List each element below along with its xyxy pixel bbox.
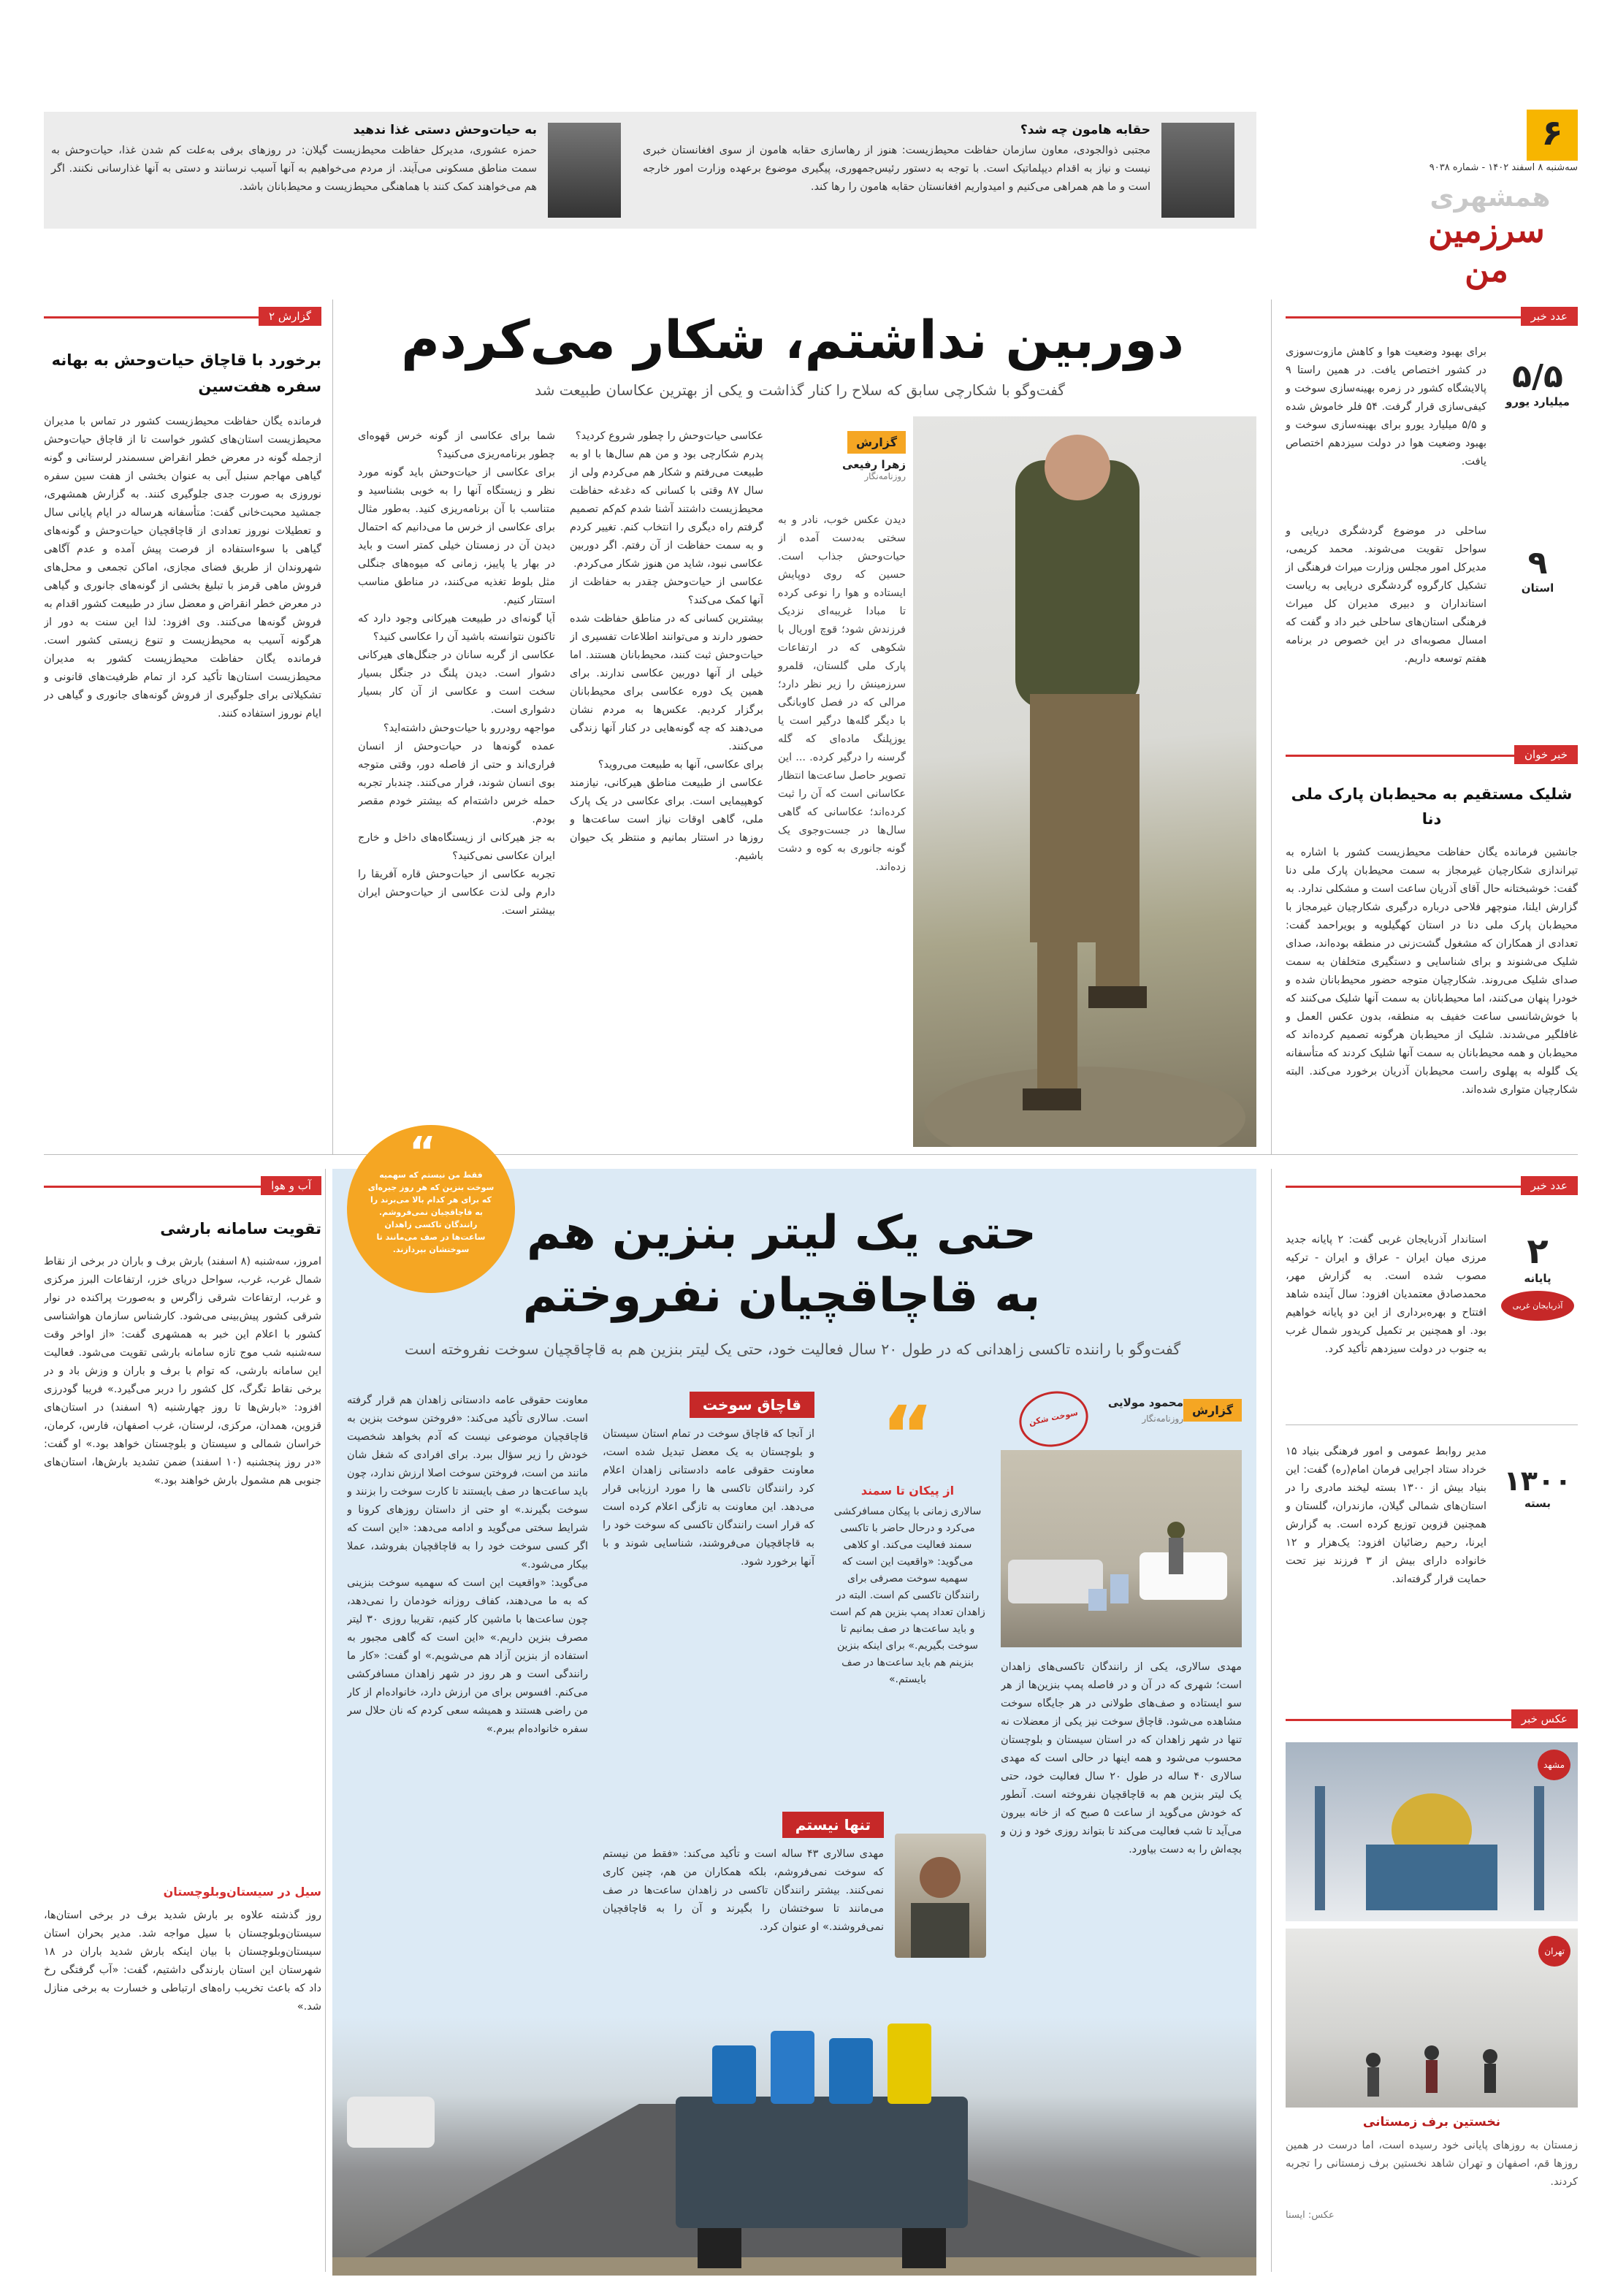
feature-taxi-driver [332,1129,1256,2276]
wildlife-trafficking-story [44,303,321,1151]
photo-title: نخستین برف زمستانی [1362,2115,1501,2129]
quote-mark-icon: “ [881,1389,934,1482]
subsection-title: سیل در سیستان‌وبلوچستان [163,1885,321,1899]
feature-intro: دیدن عکس خوب، نادر و به سختی به‌دست آمده از حیات‌وحش جذاب است. حسین که روی دوپایش ایستاده و هوا را نوعی کرده تا مبادا غریبه‌ای نزدیک فرزندش شود؛ قوچ اوریال با شکوهی که در ارتفاعات پارک ملی گلستان، قلمرو سرزمینش را زیر نظر دارد؛ مرالی که در فصل کاوبانگی با دیگر گله‌ها درگیر است یا یوزپلنگ ماده‌ای که گله گرسنه را درگیر کرده. ... این تصویر حاصل ساعت‌ها انتظار عکاسانی است که آن را ثبت کرده‌اند؛ عکاسانی که گاهی سال‌ها در جست‌وجوی یک گونه جانوری به کوه و دشت زده‌اند. [778,514,906,873]
quote-body: حمزه عشوری، مدیرکل حفاظت محیط‌زیست گیلان: در روزهای برفی به‌علت کم شدن غذا، حیات‌وحش به سمت مناطق مسکونی می‌آیند. از مردم می‌خواهیم به آنها آسیب نرسانند و دستی به آنها غذارسانی نکنند. اگر هم می‌خواهند کمک کنند با هماهنگی محیط‌زیست و محیط‌بانان باشد. [51,145,537,193]
photo-credit: عکس: ایسنا [1286,2210,1335,2221]
story-col-right: مهدی سالاری، یکی از رانندگان تاکسی‌های زاهدان است؛ شهری که در آن و در فاصله پمپ بنزین‌ها از هر سو ایستاده و صف‌های طولانی در هر جایگاه سوخت مشاهده می‌شود. قاچاق سوخت نیز یکی از معضلات نه تنها در شهر زاهدان که در استان سیستان و بلوچستان محسوب می‌شود و همه اینها در حالی است که مهدی سالاری ۴۰ ساله در طول ۲۰ سال فعالیت خود، حتی یک لیتر بنزین هم به قاچاقچیان نفروخته است. آنطور که خودش می‌گوید از ساعت ۵ صبح که از خانه بیرون می‌آید تا شب فعالیت می‌کند تا بتواند روزی خود و زن و بچه‌اش را به دست بیاورد. [1001,1661,1242,1856]
big-number: ۱۳۰۰ [1503,1465,1572,1497]
province-badge: آذربایجان غربی [1501,1291,1574,1321]
hunter-photo [913,416,1256,1147]
author-name: زهرا رفیعی [842,458,906,471]
story-body: امروز، سه‌شنبه (۸ اسفند) بارش برف و باران در برخی از نقاط شمال غرب، غرب، سواحل دریای خزر، ارتفاعات البرز مرکزی و غرب، ارتفاعات شرقی زاگرس و به‌صورت پراکنده در نوار شرقی کشور پیش‌بینی می‌شود. کارشناس سازمان هواشناسی کشور با اعلام این خبر به همشهری گفت: «از اواخر وقت سه‌شنبه شب موج تازه سامانه بارشی تقویت می‌شود. فعالیت این سامانه بارشی، که توام با برف و باران و وزش باد و در برخی نقاط تگرگ، کل کشور را دربر می‌گیرد.» فریبا گودرزی افزود: «بارش‌ها تا روز چهارشنبه (۹ اسفند) در استان‌های قزوین، همدان، مرکزی، لرستان، غرب اصفهان، فارس، کرمان، خراسان شمالی و سیستان و بلوچستان خواهد بود.» او گفت: «در روز پنجشنبه (۱۰ اسفند) ضمن تشدید بارش‌ها، استان‌های جنوبی هم مشمول بارش خواهند بود.» [44,1256,321,1487]
number-text: مدیر روابط عمومی و امور فرهنگی بنیاد ۱۵ خرداد ستاد اجرایی فرمان امام(ره) گفت: این بنیاد بیش از ۱۳۰۰ بسته لیخند مادری را در استان‌های شمالی گیلان، مازندران، گلستان و همچنین قزوین توزیع کرده است. به گزارش ایرنا، رحیم رضائیان افزود: یک‌هزار و ۱۲ خانواده دارای بیش از ۳ فرزند نیز تحت حمایت قرار گرفته‌اند. [1286,1446,1486,1585]
taxi-queue-illustration [1001,1450,1242,1647]
shrine-illustration [1286,1742,1578,1921]
section-tag: خبر خوان [1514,745,1578,764]
section-tag: عکس خبر [1511,1709,1578,1728]
big-number: ۹ [1527,544,1548,581]
snow-photo-tehran [1286,1929,1578,2108]
report-tag: گزارش [847,431,906,454]
subsection-body: روز گذشته علاوه بر بارش شدید برف در برخی استان‌ها، سیستان‌وبلوچستان با سیل مواجه شد. مدیر بحران استان سیستان‌وبلوچستان با بیان اینکه بارش شدید باران در ۱۸ شهرستان این استان بارندگی داشتیم، گفت: «آب گرفتگی رخ داد که باعث تخریب راه‌های ارتباطی و خسارت به برخی منازل شد.» [44,1910,321,2013]
callout-text: فقط من نیستم که سهمیه سوخت بنزین که هر روز جیره‌ای که برای هر کدام بالا می‌برند را به قاچاقچیان نمی‌فروشم. رانندگان تاکسی زاهدان ساعت‌ها در صف می‌مانند تا سوختشان بپردازند. [367,1170,495,1254]
city-badge: تهران [1538,1936,1570,1967]
headline-line-2: به قاچاقچیان نفروختم [522,1269,1041,1323]
headline-line-1: حتی یک لیتر بنزین هم [527,1206,1037,1260]
top-quote-wildlife [44,117,628,226]
subsection-not-alone [603,1812,986,2031]
author-name: محمود مولایی [1107,1396,1183,1409]
issue-date: سه‌شنبه ۸ اسفند ۱۴۰۲ - شماره ۹۰۳۸ [1429,162,1578,173]
story-title: تقویت سامانه بارشی [160,1220,321,1237]
weather-story [44,1172,321,2276]
city-badge: مشهد [1538,1750,1570,1780]
page-number: ۶ [1527,110,1578,161]
report-tag: گزارش [1183,1399,1242,1422]
feature-subhead: گفت‌وگو با راننده تاکسی زاهدانی که در طول ۲۰ سال فعالیت خود، حتی یک لیتر بنزین هم به قاچاقچیان سوخت نفروخته است [404,1340,1181,1358]
subsection-body: مهدی سالاری ۴۳ ساله است و تأکید می‌کند: «فقط من نیستم که سوخت نمی‌فروشم، بلکه همکاران من هم، چنین کاری نمی‌کنند. بیشتر رانندگان تاکسی در زاهدان ساعت‌ها در صف می‌مانند تا سوختشان را بگیرند و آن را به قاچاقچیان نمی‌فروشند.» او عنوان کرد. [603,1848,884,1933]
subsection-smuggling [603,1392,814,1757]
truck-illustration [332,2016,1256,2276]
driver-portrait [895,1834,986,1958]
quote-block [829,1389,986,1801]
feature-headline: دوربین نداشتم، شکار می‌کردم [401,309,1184,370]
top-quote-hamoun [643,117,1234,226]
feature-hunter [343,300,1256,1151]
number-news-2 [1286,1172,1578,1677]
quote-mark-icon: “ [409,1129,436,1176]
story-col-left: معاونت حقوقی عامه دادستانی زاهدان هم قرار گرفته است. سالاری تأکید می‌کند: «فروختن سوخت بنزین به قاچاقچیان موضوعی نیست که آدم بخواهد شخصیت خودش را زیر سؤال ببرد. برای افرادی که شغل شان مانند من است، فروختن سوخت اصلا ارزش ندارد، چون باید ساعت‌ها در صف بایستند تا کارت سوخت را بزنند و سوخت بگیرند.» او حتی از داستان روزهای کرونا و شرایط سختی می‌گوید و ادامه می‌دهد: «این است که اگر کسی سوخت خود را به قاچاقچیان بفروشد، عملا بیکار می‌شود.» می‌گوید: «واقعیت این است که سهمیه سوخت بنزینی که به ما می‌دهند، کفاف روزانه خودمان را نمی‌دهد، چون ساعت‌ها با ماشین کار کنیم، تقریبا روزی ۳۰ لیتر مصرف بنزین داریم.» «این است که گاهی مجبور به استفاده از بنزین آزاد هم می‌شویم.» او گفت: «کار ما رانندگی است و هر روز در شهر زاهدان مسافرکشی می‌کنم. افسوس برای من ارزش دارد، خانواده‌ام از کار من راضی هستند و همیشه سعی کردم که نان حلال سر سفره خانواده‌ام ببرم.» [347,1395,588,1735]
photo-news [1286,1706,1578,2283]
number-unit: بسته [1524,1497,1551,1510]
author-role: روزنامه‌نگار [864,471,906,481]
snow-photo-mashhad [1286,1742,1578,1921]
feature-subhead: گفت‌وگو با شکارچی سابق که سلاح را کنار گذاشت و یکی از بهترین عکاسان طبیعت شد [535,381,1065,399]
number-unit: میلیارد یورو [1505,395,1570,408]
number-news-1 [1286,303,1578,741]
news-body: جانشین فرمانده یگان حفاظت محیط‌زیست کشور با اشاره به تیراندازی شکارچیان غیرمجاز به سمت محیط‌بان پارک ملی دنا گفت: خوشبختانه حال آقای آذریان ساعت است و مشکلی ندارد. به گزارش ایلنا، منوچهر فلاحی درباره درگیری شکارچیان غیرمجاز با محیط‌بان پارک ملی دنا در استان کهگیلویه و بویراحمد گفت: تعدادی از همکاران که مشغول گشت‌زنی در منطقه بوده‌اند، صدای شلیک می‌شنوند و برای شناسایی و دستگیری متخلفان به سمت صدای شلیک می‌روند. شکارچیان متوجه حضور محیط‌بانان شده و خودرا پنهان می‌کنند، اما محیط‌بانان به سمت آنها شلیک می‌کنند که با خوش‌شانسی ساعت خفیف به منطقه، بدون عکس العمل و غافلگیر می‌شدند. شلیک از محیط‌بان هرگونه تصمیم کرده‌اند که محیط‌بان و همه محیط‌بانان به سمت آنها شلیک کردند که متأسفانه یک گلوله به پهلوی راست محیط‌بان آذریان برخورد می‌کند. البته شکارچیان متواری شده‌اند. [1286,847,1578,1096]
big-number: ۵/۵ [1512,358,1563,395]
big-number: ۲ [1527,1231,1549,1272]
snow-street-illustration [1286,1929,1578,2108]
photo-caption: زمستان به روزهای پایانی خود رسیده است، اما درست در همین روزها قم، اصفهان و تهران شاهد نخستین برف زمستانی را تجربه کردند. [1286,2140,1578,2188]
callout-circle [347,1125,515,1293]
quote-title: حقابه هامون چه شد؟ [1020,123,1150,137]
quote-body: مجتبی ذوالجودی، معاون سازمان حفاظت محیط‌زیست: هنوز از رهاسازی حقابه هامون از سوی افغانستان خبری نیست و نیاز به اقدام دیپلماتیک است. با توجه به دستور رئیس‌جمهوری، پیگیری موضوع برعهده وزارت امور خارجه است و ما هم همراهی می‌کنیم و امیدواریم افغانستان حقابه هامون را رها کند. [643,145,1150,193]
story-title: برخورد با قاچاق حیات‌وحش به بهانه سفره هفت‌سین [51,351,321,395]
portrait-photo [548,123,621,218]
section-tag: عدد خبر [1521,307,1578,326]
masthead [1402,110,1578,289]
subsection-body: از آنجا که قاچاق سوخت در تمام استان سیستان و بلوچستان به یک معضل تبدیل شده است، معاونت حقوقی عامه دادستانی زاهدان اعلام کرد رانندگان تاکسی ها را مورد ارزیابی قرار می‌دهد. این معاونت به تازگی اعلام کرده است که قرار است رانندگان تاکسی که سوخت خود را به قاچاقچیان می‌فروشند، شناسایی شوند و با آنها برخورد شود. [603,1428,814,1568]
feature-column-a: عکاسی حیات‌وحش را چطور شروع کردید؟ پدرم شکارچی بود و من هم سال‌ها با او به طبیعت می‌رفتم و شکار هم می‌کردم ولی از سال ۸۷ وقتی با کسانی که دغدغه حفاظت محیط‌زیست داشتند آشنا شدم کم‌کم تصمیم گرفتم راه دیگری را انتخاب کنم. تغییر کردم و به سمت حفاظت از آن رفتم. اگر دوربین عکاسی نبود، شاید من هنوز شکار می‌کردم. عکاسی از حیات‌وحش چقدر به حفاظت از آنها کمک می‌کند؟ بیشترین کسانی که در مناطق حفاظت شده حضور دارند و می‌توانند اطلاعات تفسیری از حیات‌وحش ثبت کنند، محیط‌بانان هستند. اما خیلی از آنها دوربین عکاسی ندارند. برای همین یک دوره عکاسی برای محیط‌بانان برگزار کردیم. عکس‌ها به مردم نشان می‌دهند که چه گونه‌هایی در کنار آنها زندگی می‌کنند. برای عکاسی، آنها به طبیعت می‌روید؟ عکاسی از طبیعت مناطق هیرکانی، نیازمند کوهپیمایی است. برای عکاسی در یک پارک ملی، گاهی اوقات نیاز است ساعت‌ها و روزها در استتار بمانیم و منتظر یک حیوان باشیم. [570,430,763,862]
hunter-figure [913,416,1256,1147]
subsection-title: قاچاق سوخت [690,1392,814,1418]
quote-title: به حیات‌وحش دستی غذا ندهید [353,123,537,137]
news-dena [1286,741,1578,1151]
number-unit: پایانه [1524,1272,1551,1285]
section-tag: عدد خبر [1521,1176,1578,1195]
stamp: سوخت شکن [1014,1385,1093,1453]
story-body: فرمانده یگان حفاظت محیط‌زیست کشور در تماس با مدیران محیط‌زیست استان‌های کشور خواست تا از قاچاق حیات‌وحش ازجمله گونه در معرض خطر انقراض سسمندر لرستانی و گونه گیاهی مهاجم سنبل آبی به عنوان بخشی از هفت سین سفره نوروزی به صورت جدی جلوگیری کنند. به گزارش همشهری، جمشید محبت‌خانی گفت: متأسفانه هرساله در ایام پایانی سال و تعطیلات نوروز تعدادی از قاچاقچیان حیات‌وحش و گونه‌های گیاهی با سوءاستفاده از فرصت پیش آمده و عدم آگاهی شهروندان از طریق فضای مجازی، اماکن تجمعی و محل‌های فروش ماهی قرمز با تبلیغ بخشی از گونه‌های جانوری و گیاهی در معرض خطر انقراض و معضل ساز در طبیعت کشور اقدام به فروش گونه‌ها می‌کنند. وی افزود: لذا این سنت به دور از هرگونه آسیب به محیط‌زیست و تنوع زیستی کشور است. فرمانده یگان حفاظت محیط‌زیست کشور به مدیران محیط‌زیست استان‌ها تأکید کرد از تمام ظرفیت‌های قانونی و تشکیلاتی برای جلوگیری از فروش گونه‌های جانوری و گیاهی در ایام نوروز استفاده کنند. [44,416,321,720]
report-badge [796,431,906,481]
logo: سرزمین من [1428,210,1545,289]
news-title: شلیک مستقیم به محیط‌بان پارک ملی دنا [1291,785,1573,828]
number-unit: استان [1521,581,1554,595]
quote-body: سالاری زمانی با پیکان مسافرکشی می‌کرد و درحال حاضر با تاکسی سمند فعالیت می‌کند. او کلاهی می‌گوید: «واقعیت این است که سهمیه سوخت مصرفی برای رانندگان تاکسی کم است. البته در زاهدان تعداد پمپ بنزین هم کم است و باید ساعت‌ها در صف بمانیم تا سوخت بگیریم.» برای اینکه بنزین بنزینم هم باید ساعت‌ها در صف بایستم.» [830,1506,985,1685]
subsection-title: تنها نیستم [782,1812,884,1838]
report-badge [1001,1392,1242,1450]
feature-column-b: شما برای عکاسی از گونه خرس قهوه‌ای چطور برنامه‌ریزی می‌کنید؟ برای عکاسی از حیات‌وحش باید گونه مورد نظر و زیستگاه آنها را به خوبی بشناسید و متناسب با آن برنامه‌ریزی کنید. به‌طور مثال برای عکاسی از خرس ما می‌دانیم که احتمال دیدن آن در زمستان خیلی کمتر است و باید در بهار یا پاییز، زمانی که میوه‌های جنگلی مثل بلوط تغذیه می‌کنند، در مناطق مناسب استتار کنیم. آیا گونه‌ای در طبیعت هیرکانی وجود دارد که تاکنون نتوانسته باشید آن را عکاسی کنید؟ عکاسی از گربه سانان در جنگل‌های هیرکانی دشوار است. دیدن پلنگ در جنگل بسیار سخت است و عکاسی از آن کار بسیار دشواری است. مواجهه رودررو با حیات‌وحش داشته‌اید؟ عمده گونه‌ها در حیات‌وحش از انسان فراری‌اند و حتی از فاصله دور، وقتی متوجه بوی انسان شوند، فرار می‌کنند. چندبار تجربه حمله خرس داشته‌ام که بیشتر خودم مقصر بودم. به جز هیرکانی از زیستگاه‌های داخل و خارج ایران عکاسی نمی‌کنید؟ تجربه عکاسی از حیات‌وحش قاره آفریقا را دارم ولی لذت عکاسی از حیات‌وحش ایران بیشتر است. [358,430,555,917]
taxi-queue-photo [1001,1450,1242,1647]
number-text: ساحلی در موضوع گردشگری دریایی و سواحل تقویت می‌شوند. محمد کریمی، مدیرکل امور مجلس وزارت میراث فرهنگی از تشکیل کارگروه گردشگری دریایی به ریاست استانداران و دبیری مدیران کل میراث فرهنگی استان‌های ساحلی خبر داد و گفت که امسال مصوبه‌ای در این خصوص در برنامه هفتم توسعه داریم. [1286,525,1486,665]
quote-title: از پیکان تا سمند [860,1484,955,1498]
portrait-photo [1161,123,1234,218]
section-tag: گزارش ۲ [259,307,321,326]
section-tag: آب و هوا [261,1176,321,1195]
number-text: استاندار آذربایجان غربی گفت: ۲ پایانه جدید مرزی میان ایران - عراق و ایران - ترکیه مصوب شده است. به گزارش مهر، محمدصادق معتمدیان افزود: سال آینده شاهد افتتاح و بهره‌برداری از این دو پایانه خواهیم بود. او همچنین بر تکمیل کریدور شمال غرب به جنوب در دولت سیزدهم تأکید کرد. [1286,1234,1487,1355]
logo-sub: همشهری [1429,183,1551,213]
fuel-truck-photo [332,2016,1256,2276]
number-text: برای بهبود وضعیت هوا و کاهش مازوت‌سوزی در کشور اختصاص یافت. در همین راستا ۹ پالایشگاه کشور در زمره بهینه‌سازی سوخت و کیفی‌سازی قرار گرفت. ۵۴ فلر خاموش شده و ۵/۵ میلیارد یورو برای بهینه‌سازی سوخت و بهبود وضعیت هوا در دولت سیزدهم اختصاص یافت. [1286,346,1486,468]
author-role: روزنامه‌نگار [1142,1414,1183,1424]
